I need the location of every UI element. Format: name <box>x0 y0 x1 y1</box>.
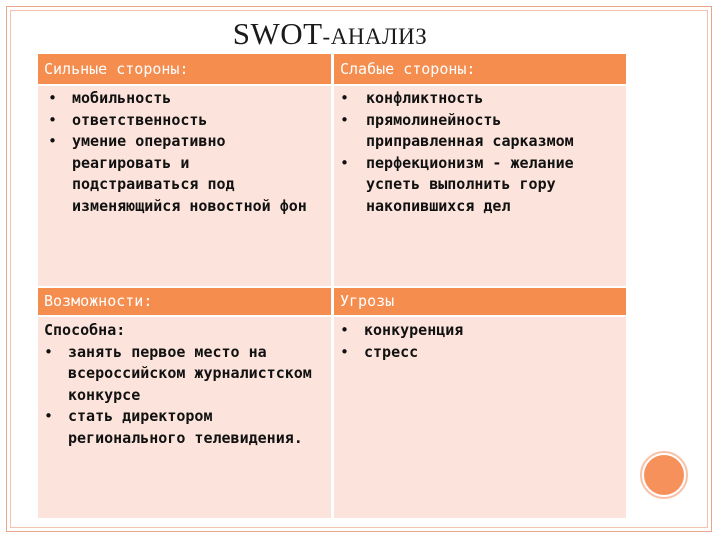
threats-header: Угрозы <box>334 288 626 315</box>
strengths-header: Сильные стороны: <box>38 54 331 84</box>
list-item: • стресс <box>340 342 419 361</box>
title-rest: -АНАЛИЗ <box>322 24 428 49</box>
opportunities-list <box>44 342 325 450</box>
list-item: • конфликтность <box>340 89 484 107</box>
strength-text: ответственность <box>72 110 208 129</box>
list-item: • занять первое место на всероссийском журналистском конкурсе <box>44 342 312 404</box>
strengths-list <box>48 88 323 217</box>
decorative-circle-dot <box>644 455 684 495</box>
weakness-text: прямолинейность приправленная сарказмом <box>366 110 574 150</box>
opportunity-text: стать директором регионального телевидения. <box>68 407 303 447</box>
opportunities-intro: Способна: <box>44 321 126 339</box>
list-item: • умение оперативно реагировать и подстраиваться под изменяющийся новостной фон <box>48 132 307 215</box>
list-item: • перфекционизм - желание успеть выполнить гору накопившихся дел <box>340 153 574 215</box>
list-item: • стать директором регионального телевидения. <box>44 407 303 447</box>
opportunities-header: Возможности: <box>38 288 331 315</box>
weakness-text: конфликтность <box>366 89 484 107</box>
list-item: • прямолинейность приправленная сарказмом <box>340 110 574 150</box>
threat-text: стресс <box>364 342 419 361</box>
threats-list <box>340 320 620 363</box>
strength-text: мобильность <box>72 89 172 107</box>
title-main: SWOT <box>232 16 323 51</box>
opportunities-cell <box>38 317 331 518</box>
weakness-text: перфекционизм - желание успеть выполнить гору накопившихся дел <box>366 153 574 215</box>
slide-title <box>0 16 660 52</box>
strength-text: умение оперативно реагировать и подстраиваться под изменяющийся новостной фон <box>72 132 307 215</box>
list-item: • ответственность <box>48 110 208 129</box>
list-item: • мобильность <box>48 89 172 107</box>
weaknesses-list <box>340 88 618 217</box>
opportunity-text: занять первое место на всероссийском журналистском конкурсе <box>68 342 312 404</box>
weaknesses-header: Слабые стороны: <box>334 54 626 84</box>
threat-text: конкуренция <box>364 321 464 339</box>
threats-cell <box>334 317 626 518</box>
weaknesses-cell <box>334 86 626 286</box>
list-item: • конкуренция <box>340 321 464 339</box>
strengths-cell <box>38 86 331 286</box>
